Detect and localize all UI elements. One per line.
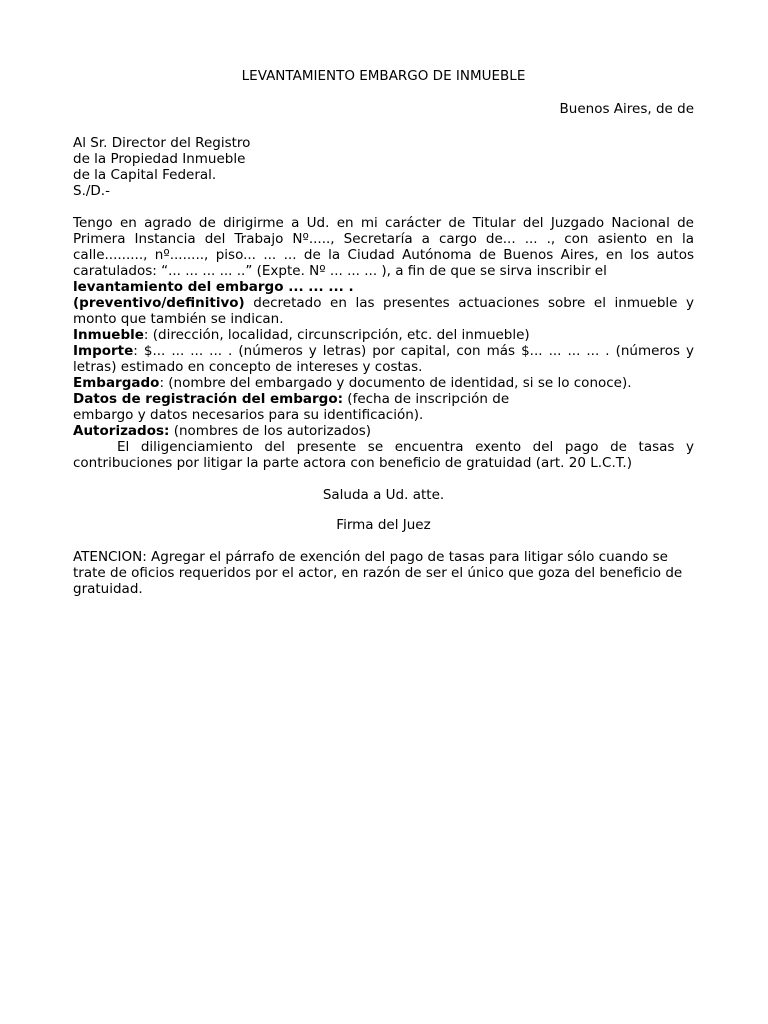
autorizados-text: (nombres de los autorizados): [169, 423, 372, 439]
levantamiento-label: levantamiento del embargo ... ... ... .: [73, 279, 354, 295]
embargado-label: Embargado: [73, 375, 160, 391]
autorizados-paragraph: [73, 423, 694, 439]
importe-text: : $... ... ... ... . (números y letras) por capital, con más $... ... ... ... . (números y letras) estimado en concepto de intereses y costas.: [73, 343, 694, 375]
addressee-block: [73, 135, 694, 199]
letter-body: [73, 215, 694, 471]
autorizados-label: Autorizados:: [73, 423, 170, 439]
importe-paragraph: [73, 343, 694, 375]
embargado-text: : (nombre del embargado y documento de identidad, si se lo conoce).: [159, 375, 632, 391]
date-line: Buenos Aires, de de: [559, 101, 694, 117]
document-title: LEVANTAMIENTO EMBARGO DE INMUEBLE: [241, 68, 526, 84]
address-line: S./D.-: [73, 183, 110, 199]
document-page: [73, 68, 694, 597]
address-line: de la Capital Federal.: [73, 167, 217, 183]
intro-text: Tengo en agrado de dirigirme a Ud. en mi carácter de Titular del Juzgado Nacional de Primera Instancia del Trabajo Nº....., Secretaría a cargo de... ... ., con asiento en la calle........., nº........, piso... ... ... de la Ciudad Autónoma de Buenos Aires, en los autos caratulados: “... ... ... ... ..” (Expte. Nº ... ... ... ), a fin de que se sirva inscribir el: [73, 215, 694, 279]
importe-label: Importe: [73, 343, 134, 359]
preventivo-label: (preventivo/definitivo): [73, 295, 245, 311]
address-line: de la Propiedad Inmueble: [73, 151, 246, 167]
datos-text: (fecha de inscripción de: [343, 391, 510, 407]
signature-line: Firma del Juez: [336, 517, 431, 533]
inmueble-label: Inmueble: [73, 327, 144, 343]
address-line: Al Sr. Director del Registro: [73, 135, 251, 151]
datos-label: Datos de registración del embargo:: [73, 391, 344, 407]
intro-paragraph: [73, 215, 694, 295]
embargado-paragraph: [73, 375, 694, 391]
datos-text-continued: embargo y datos necesarios para su identificación).: [73, 407, 424, 423]
exento-paragraph: El diligenciamiento del presente se encuentra exento del pago de tasas y contribuciones por litigar la parte actora con beneficio de gratuidad (art. 20 L.C.T.): [73, 439, 694, 471]
closing-salutation: Saluda a Ud. atte.: [322, 487, 445, 503]
preventivo-text: decretado en las presentes actuaciones sobre el inmueble y monto que también se indican.: [73, 295, 694, 327]
inmueble-paragraph: [73, 327, 694, 343]
preventivo-paragraph: [73, 295, 694, 327]
datos-paragraph: [73, 391, 694, 423]
atencion-note: ATENCION: Agregar el párrafo de exención del pago de tasas para litigar sólo cuando se trate de oficios requeridos por el actor, en razón de ser el único que goza del beneficio de gratuidad.: [73, 549, 683, 597]
inmueble-text: : (dirección, localidad, circunscripción, etc. del inmueble): [143, 327, 530, 343]
